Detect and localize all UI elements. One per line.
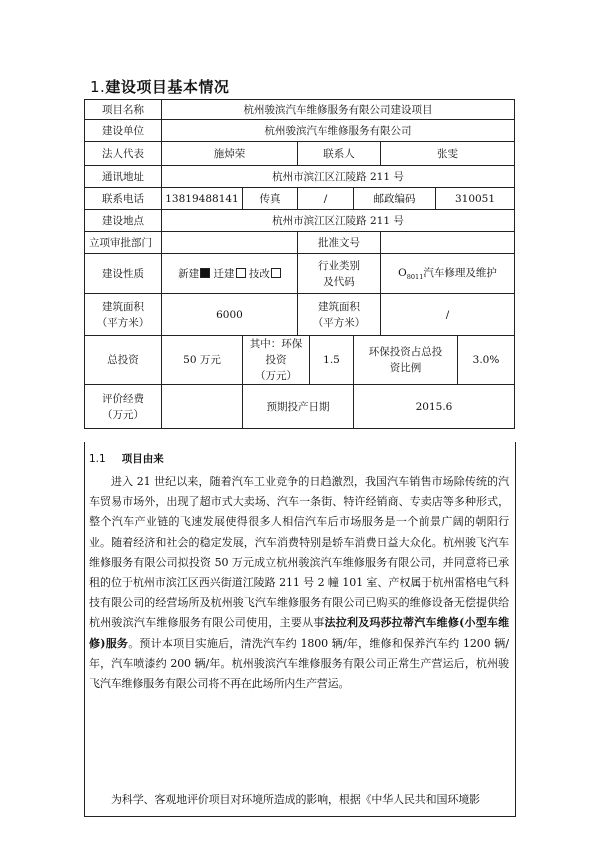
section-title-number: 1. [90,78,106,96]
empty-box-icon [236,268,246,278]
table-row [85,294,515,336]
start-date-label: 预期投产日期 [243,385,354,429]
section-title-text: 建设项目基本情况 [105,78,230,96]
legal-rep-value: 施焯荣 [162,142,298,166]
table-row [85,188,515,210]
table-row [85,166,515,188]
invest-label: 总投资 [85,336,162,385]
env-ratio-value: 3.0% [458,336,515,385]
industry-code: O [398,267,407,279]
postcode-label: 邮政编码 [354,188,436,210]
industry-code-sub: 8011 [406,273,424,281]
table-row [85,142,515,166]
table-row [85,120,515,142]
table-row [85,336,515,385]
floor-area-label: 建筑面积 （平方米） [85,294,162,336]
approval-no-value [381,232,515,254]
env-invest-value: 1.5 [310,336,354,385]
approval-dept-value [162,232,298,254]
project-name-value: 杭州骏滨汽车维修服务有限公司建设项目 [162,100,515,120]
contact-value: 张雯 [381,142,515,166]
site-value: 杭州市滨江区江陵路 211 号 [162,210,515,232]
postcode-value: 310051 [436,188,515,210]
builder-label: 建设单位 [85,120,162,142]
section-title [90,76,229,97]
address-value: 杭州市滨江区江陵路 211 号 [162,166,515,188]
table-row [85,210,515,232]
approval-no-label: 批准文号 [298,232,381,254]
table-row [85,254,515,294]
subsection-number: 1.1 [89,453,106,465]
site-label: 建设地点 [85,210,162,232]
nature-tech-label: 技改 [248,267,270,280]
env-ratio-label: 环保投资占总投 资比例 [354,336,458,385]
table-row [85,385,515,429]
approval-dept-label: 立项审批部门 [85,232,162,254]
legal-rep-label: 法人代表 [85,142,162,166]
invest-value: 50 万元 [162,336,243,385]
industry-label: 行业类别 及代码 [298,254,381,294]
phone-label: 联系电话 [85,188,162,210]
subsection-title: 项目由来 [121,453,164,465]
project-info-table [84,99,515,429]
nature-new-label: 新建 [178,267,200,280]
paragraph-2: 为科学、客观地评价项目对环境所造成的影响，根据《中华人民共和国环境影 [111,793,480,806]
eval-fee-value [162,385,243,429]
industry-name: 汽车修理及维护 [423,267,497,279]
table-row [85,232,515,254]
fax-label: 传真 [243,188,298,210]
env-invest-label: 其中：环保投资 （万元） [243,336,310,385]
project-origin-section [84,442,516,817]
table-row [85,100,515,120]
build-area-value: / [381,294,515,336]
fax-value: / [298,188,354,210]
build-area-label: 建筑面积 （平方米） [298,294,381,336]
nature-options [162,254,298,294]
paragraph-1: 进入 21 世纪以来，随着汽车工业竞争的日趋激烈，我国汽车销售市场除传统的汽车贸易市场外，出现了超市式大卖场、汽车一条街、特许经销商、专卖店等多种形式，整个汽车产业链的飞速发展使得很多人相信汽车后市场服务是一个前景广阔的朝阳行业。随着经济和社会的稳定发展，汽车消费特别是轿车消费日益大众化。杭州骏飞汽车维修服务有限公司拟投资 50 万元成立杭州骏滨汽车维修服务有限公司，并同意将已承租的位于杭州市滨江区西兴街道江陵路 211 号 2 幢 101 室、产权属于杭州雷格电气科技有限公司的经营场所及杭州骏飞汽车维修服务有限公司已购买的维修设备无偿提供给杭州骏滨汽车维修服务有限公司使用，主要从事法拉利及玛莎拉蒂汽车维修(小型车维修)服务。预计本项目实施后，清洗汽车约 1800 辆/年，维修和保养汽车约 1200 辆/年，汽车喷漆约 200 辆/年。杭州骏滨汽车维修服务有限公司正常生产营运后，杭州骏飞汽车维修服务有限公司将不再在此场所内生产营运。 [89,475,510,691]
service-scope-bold: 法拉利及玛莎拉蒂汽车维修(小型车维修)服务 [89,616,510,650]
project-name-label: 项目名称 [85,100,162,120]
builder-value: 杭州骏滨汽车维修服务有限公司 [162,120,515,142]
checked-box-icon [200,268,210,278]
nature-label: 建设性质 [85,254,162,294]
phone-value: 13819488141 [162,188,243,210]
start-date-value: 2015.6 [354,385,515,429]
empty-box-icon [271,268,281,278]
nature-move-label: 迁建 [213,267,235,280]
industry-value [381,254,515,294]
contact-label: 联系人 [298,142,381,166]
eval-fee-label: 评价经费 （万元） [85,385,162,429]
subsection-heading [89,451,164,466]
address-label: 通讯地址 [85,166,162,188]
floor-area-value: 6000 [162,294,298,336]
